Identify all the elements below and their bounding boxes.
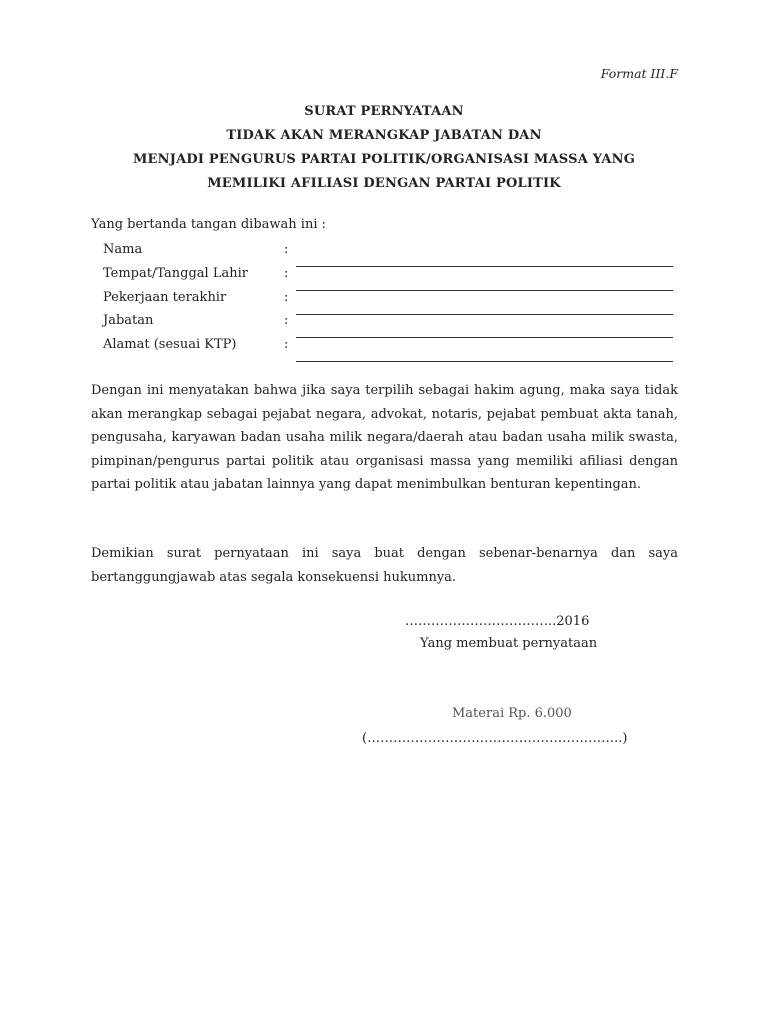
identity-fields [103, 240, 683, 359]
field-jabatan [103, 311, 683, 335]
field-colon: : [284, 337, 289, 353]
field-colon: : [284, 242, 289, 257]
document-title [0, 100, 768, 196]
field-alamat [103, 335, 683, 359]
field-colon: : [284, 313, 289, 329]
title-line-3: MENJADI PENGURUS PARTAI POLITIK/ORGANISASI MASSA YANG [132, 152, 636, 167]
field-label: Jabatan [103, 313, 154, 329]
title-line-4: MEMILIKI AFILIASI DENGAN PARTAI POLITIK [207, 176, 561, 191]
field-label: Alamat (sesuai KTP) [103, 337, 237, 353]
intro-text: Yang bertanda tangan dibawah ini : [91, 217, 326, 232]
field-colon: : [284, 265, 289, 281]
field-pekerjaan-terakhir [103, 288, 683, 312]
stamp-duty-label: Materai Rp. 6.000 [452, 706, 572, 721]
blank-line [296, 361, 673, 362]
title-line-1: SURAT PERNYATAAN [304, 104, 464, 119]
closing-paragraph: Demikian surat pernyataan ini saya buat dengan sebenar-benarnya dan saya bertanggungjawab atas segala konsekuensi hukumnya. [91, 546, 678, 585]
signature-role: Yang membuat pernyataan [420, 636, 598, 651]
signature-place-date: ……………………………..2016 [405, 614, 590, 629]
signature-name-placeholder: (…………………………………………………..) [362, 731, 628, 746]
title-line-2: TIDAK AKAN MERANGKAP JABATAN DAN [226, 128, 542, 143]
statement-paragraph: Dengan ini menyatakan bahwa jika saya terpilih sebagai hakim agung, maka saya tidak akan merangkap sebagai pejabat negara, advokat, notaris, pejabat pembuat akta tanah, pengusaha, karyawan badan usaha milik negara/daerah atau badan usaha milik swasta, pimpinan/pengurus partai politik atau organisasi massa yang memiliki afiliasi dengan partai politik atau jabatan lainnya yang dapat menimbulkan benturan kepentingan. [91, 383, 678, 493]
field-label: Tempat/Tanggal Lahir [103, 265, 248, 281]
field-colon: : [284, 289, 289, 305]
field-label: Pekerjaan terakhir [103, 289, 227, 305]
format-code: Format III.F [600, 66, 678, 81]
field-label: Nama [103, 242, 143, 257]
field-tempat-tanggal-lahir [103, 264, 683, 288]
field-nama [103, 240, 683, 264]
